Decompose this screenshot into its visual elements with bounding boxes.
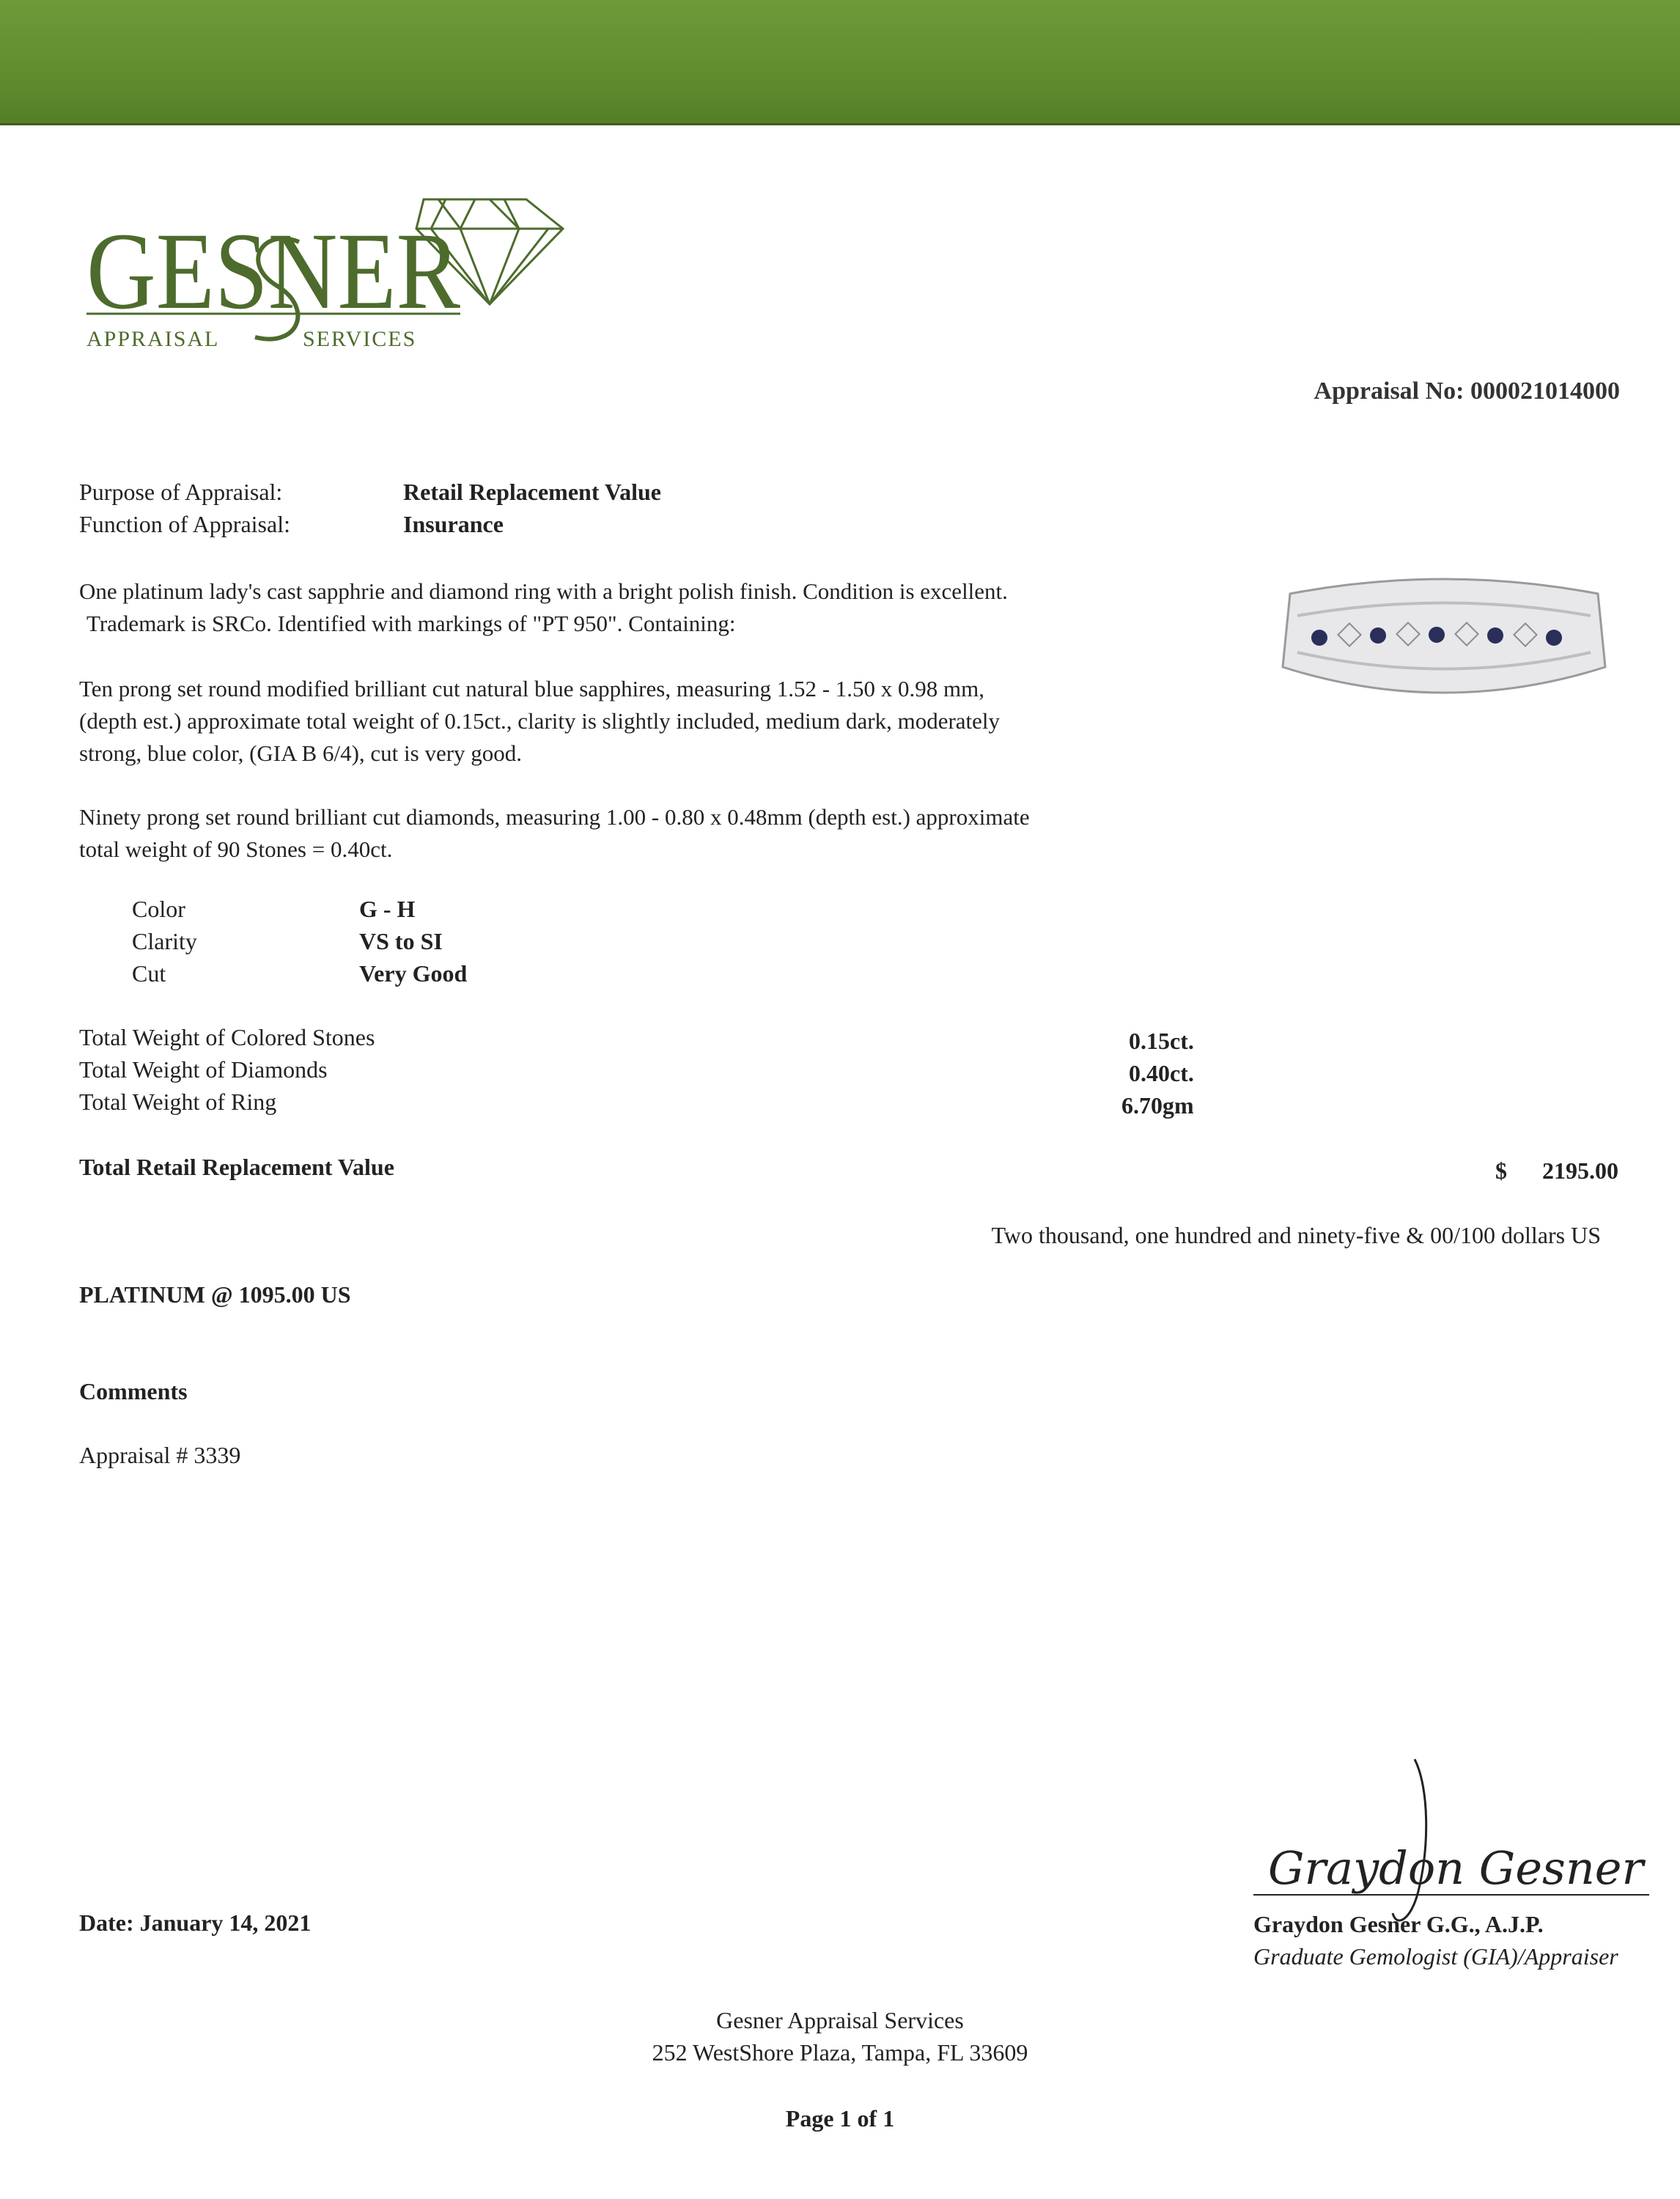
header-band bbox=[0, 0, 1680, 125]
comments-heading: Comments bbox=[79, 1378, 188, 1404]
weight-ring-label: Total Weight of Ring bbox=[79, 1089, 277, 1115]
weight-colored-label: Total Weight of Colored Stones bbox=[79, 1024, 375, 1050]
diamonds-line-1: Ninety prong set round brilliant cut diamonds, measuring 1.00 - 0.80 x 0.48mm (depth est.) approximate bbox=[79, 804, 1030, 830]
weight-diamonds-value: 0.40ct. bbox=[1129, 1060, 1194, 1086]
total-value-label: Total Retail Replacement Value bbox=[79, 1154, 394, 1180]
handwritten-signature bbox=[1246, 1745, 1657, 1935]
total-currency: $ bbox=[1495, 1157, 1507, 1184]
grade-cut-value: Very Good bbox=[359, 960, 468, 987]
grade-cut-label: Cut bbox=[132, 960, 166, 987]
grade-color-value: G - H bbox=[359, 896, 416, 922]
sapphires-line-2: (depth est.) approximate total weight of 0.15ct., clarity is slightly included, medium dark, moderately bbox=[79, 708, 1001, 734]
ring-photo bbox=[1268, 564, 1620, 718]
sapphires-line-3: strong, blue color, (GIA B 6/4), cut is very good. bbox=[79, 740, 523, 766]
function-label: Function of Appraisal: bbox=[79, 511, 290, 537]
total-value-words: Two thousand, one hundred and ninety-five & 00/100 dollars US bbox=[991, 1222, 1601, 1248]
logo-right-text: SERVICES bbox=[303, 327, 417, 351]
sapphires-line-1: Ten prong set round modified brilliant cut natural blue sapphires, measuring 1.52 - 1.50 x 0.98 mm, bbox=[79, 676, 985, 701]
footer-address: 252 WestShore Plaza, Tampa, FL 33609 bbox=[652, 2039, 1028, 2066]
weight-diamonds-label: Total Weight of Diamonds bbox=[79, 1056, 328, 1083]
grade-clarity-value: VS to SI bbox=[359, 928, 443, 954]
weight-colored-value: 0.15ct. bbox=[1129, 1028, 1194, 1054]
appraisal-number bbox=[1314, 377, 1620, 405]
platinum-price: PLATINUM @ 1095.00 US bbox=[79, 1281, 351, 1308]
gesner-logo bbox=[79, 183, 592, 359]
diamonds-line-2: total weight of 90 Stones = 0.40ct. bbox=[79, 836, 393, 862]
signer-name: Graydon Gesner G.G., A.J.P. bbox=[1253, 1911, 1544, 1937]
signature-script: Graydon Gesner bbox=[1268, 1841, 1644, 1895]
signer-title: Graduate Gemologist (GIA)/Appraiser bbox=[1253, 1943, 1618, 1970]
grade-clarity-label: Clarity bbox=[132, 928, 197, 954]
weight-ring-value: 6.70gm bbox=[1121, 1092, 1194, 1119]
page-number: Page 1 of 1 bbox=[785, 2105, 895, 2132]
appraisal-no-value: 000021014000 bbox=[1470, 377, 1620, 405]
appraisal-date: Date: January 14, 2021 bbox=[79, 1909, 312, 1936]
description-line-2: Trademark is SRCo. Identified with markings of "PT 950". Containing: bbox=[86, 611, 736, 636]
appraisal-no-label: Appraisal No: bbox=[1314, 377, 1465, 405]
purpose-label: Purpose of Appraisal: bbox=[79, 479, 283, 505]
purpose-value: Retail Replacement Value bbox=[403, 479, 661, 505]
logo-left-text: APPRAISAL bbox=[86, 327, 220, 351]
function-value: Insurance bbox=[403, 511, 504, 537]
footer-company: Gesner Appraisal Services bbox=[716, 2007, 964, 2033]
comments-text: Appraisal # 3339 bbox=[79, 1442, 241, 1468]
logo-wordmark: GESNER bbox=[86, 210, 460, 332]
description-line-1: One platinum lady's cast sapphrie and diamond ring with a bright polish finish. Condition is excellent. bbox=[79, 578, 1008, 604]
grade-color-label: Color bbox=[132, 896, 185, 922]
total-value-amount: 2195.00 bbox=[1542, 1157, 1618, 1184]
